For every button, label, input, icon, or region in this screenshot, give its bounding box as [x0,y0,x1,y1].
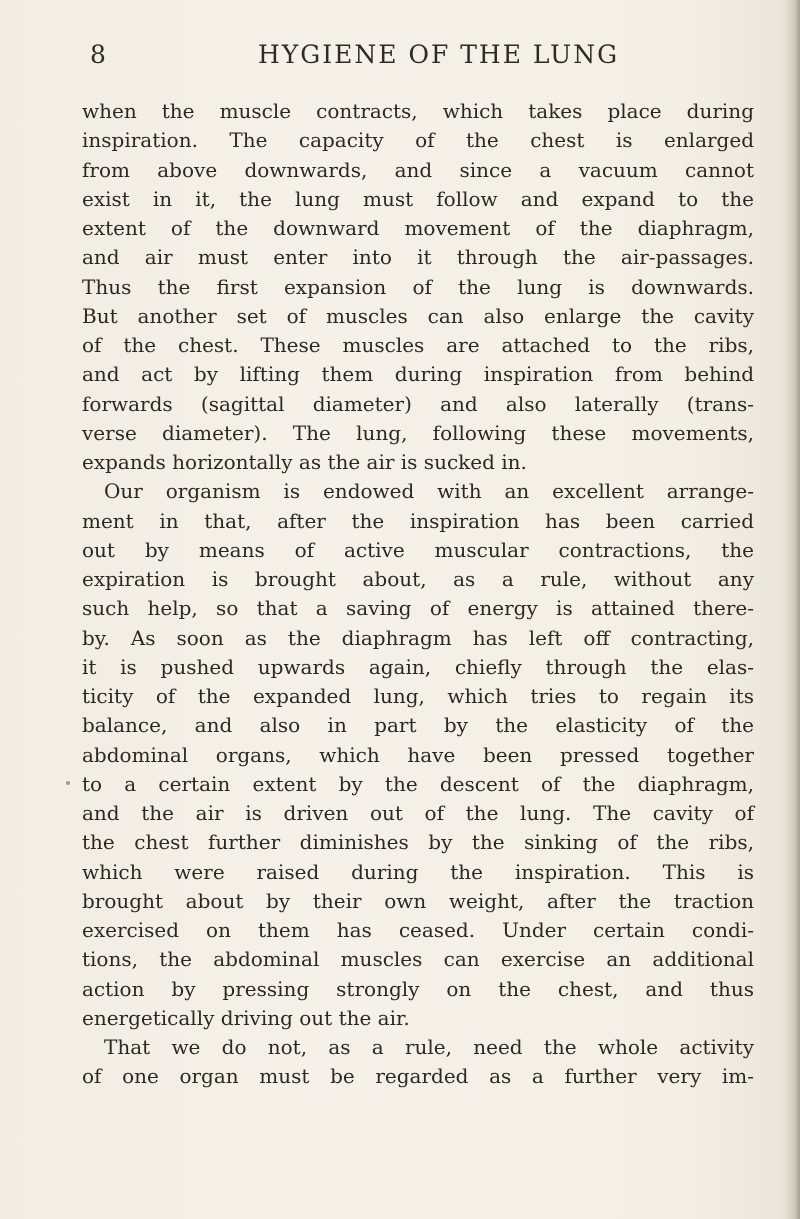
text-line: Thus the first expansion of the lung is downwards. [82,274,754,299]
text-line: ticity of the expanded lung, which tries to regain its [82,684,754,708]
text-line: of the chest. These muscles are attached to the ribs, [82,333,754,357]
text-line: of one organ must be regarded as a further very im- [82,1064,754,1089]
running-head [90,40,710,80]
text-line: extent of the downward movement of the diaphragm, [82,216,754,240]
text-line: exist in it, the lung must follow and expand to the [82,186,754,211]
text-line: out by means of active muscular contractions, the [82,537,754,562]
text-line: action by pressing strongly on the chest, and thus [82,976,754,1001]
text-line: balance, and also in part by the elasticity of the [82,713,754,738]
page-number: 8 [90,40,107,69]
text-line: forwards (sagittal diameter) and also laterally (trans- [82,391,754,416]
text-line: and air must enter into it through the air-passages. [82,245,754,270]
print-speck [66,781,70,785]
text-line: abdominal organs, which have been pressed together [82,742,754,767]
page-edge-shadow [786,0,800,1219]
text-line: energetically driving out the air. [82,1005,410,1030]
text-line: and act by lifting them during inspiration from behind [82,362,754,387]
text-line: exercised on them has ceased. Under certain condi- [82,918,754,942]
text-line: from above downwards, and since a vacuum cannot [82,157,754,182]
text-line: it is pushed upwards again, chiefly through the elas- [82,654,754,679]
text-line: expiration is brought about, as a rule, without any [82,567,754,591]
text-line: by. As soon as the diaphragm has left off contracting, [82,625,754,650]
text-line: inspiration. The capacity of the chest is enlarged [82,128,754,153]
running-title: HYGIENE OF THE LUNG [258,40,620,69]
text-line: to a certain extent by the descent of the diaphragm, [82,771,754,796]
text-line: ment in that, after the inspiration has been carried [82,508,754,533]
text-line: and the air is driven out of the lung. The cavity of [82,801,754,825]
text-line: such help, so that a saving of energy is attained there- [82,596,754,621]
text-line: verse diameter). The lung, following these movements, [82,420,754,445]
text-line: brought about by their own weight, after the traction [82,888,754,913]
text-line: which were raised during the inspiration. This is [82,859,754,884]
text-line: when the muscle contracts, which takes place during [82,99,754,123]
text-line: tions, the abdominal muscles can exercise an additional [82,947,754,972]
body-text [82,97,754,1092]
text-line: expands horizontally as the air is sucked in. [82,450,527,474]
text-line: the chest further diminishes by the sinking of the ribs, [82,830,754,855]
text-line: But another set of muscles can also enlarge the cavity [82,303,754,328]
paragraph-first-line: That we do not, as a rule, need the whole activity [104,1035,754,1059]
paragraph-first-line: Our organism is endowed with an excellent arrange- [104,479,754,504]
